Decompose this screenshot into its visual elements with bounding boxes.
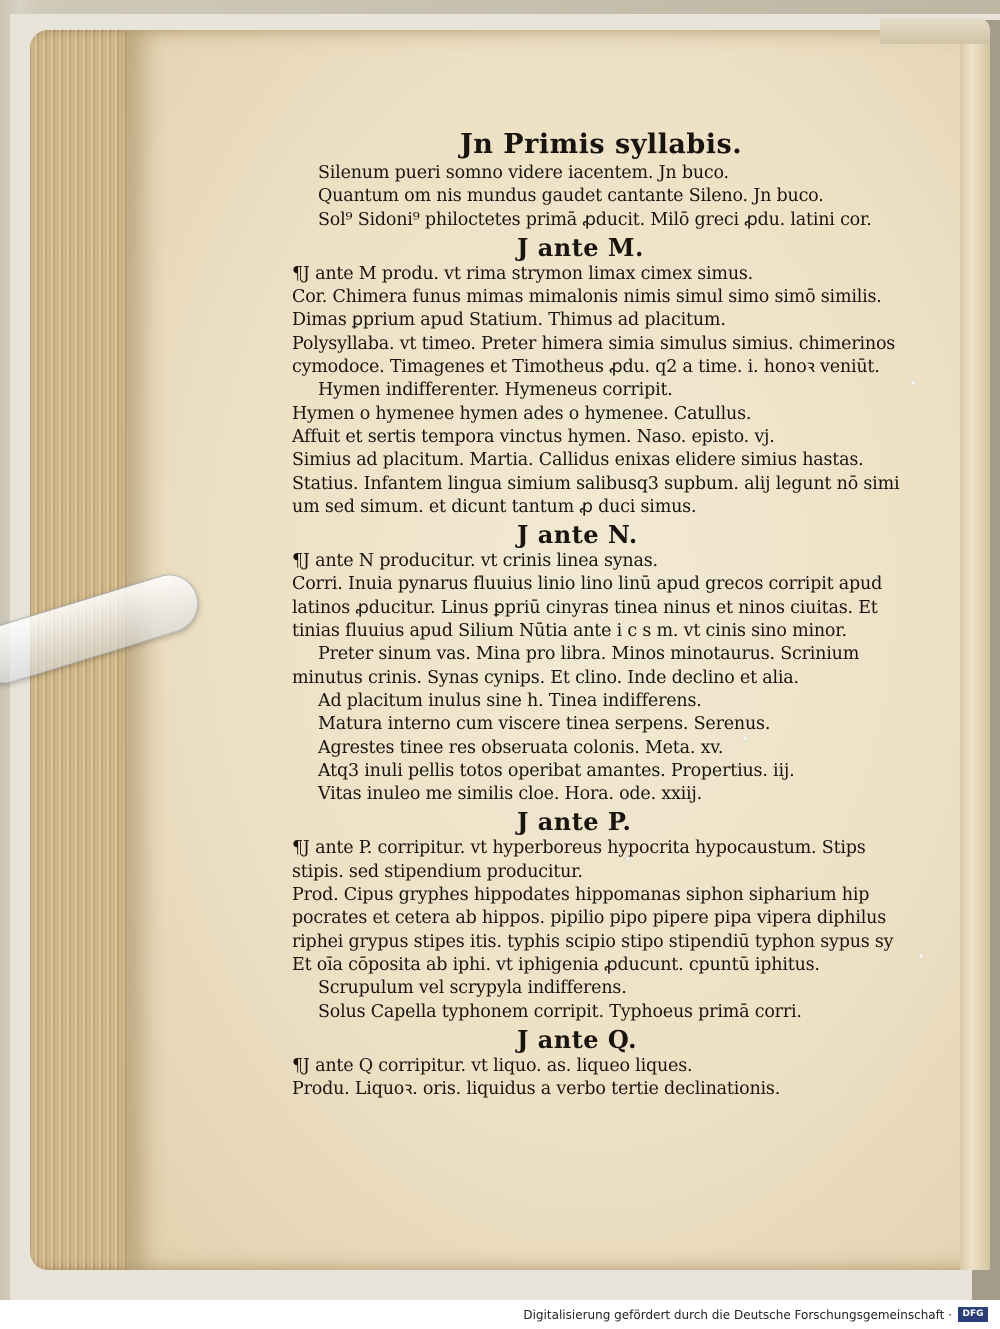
text-line: Affuit et sertis tempora vinctus hymen. Naso. episto. vj.: [292, 426, 775, 447]
text-line: Polysyllaba. vt timeo. Preter himera simia simulus simius. chimerinos: [292, 333, 896, 354]
section-heading: J ante Q.: [517, 1024, 637, 1054]
text-line: Dimas ꝑprium apud Statium. Thimus ad placitum.: [292, 310, 726, 331]
text-line: riphei grypus stipes itis. typhis scipio stipo stipendiū typhon sypus sy: [292, 931, 894, 952]
text-line: Statius. Infantem lingua simium salibusq3 supbum. alij legunt nō simi: [292, 473, 900, 494]
dfg-logo: DFG: [958, 1307, 988, 1322]
text-line: ¶J ante P. corripitur. vt hyperboreus hypocrita hypocaustum. Stips: [292, 838, 866, 859]
text-line: Solus Capella typhonem corripit. Typhoeus primā corri.: [318, 1001, 802, 1022]
printed-text: [292, 128, 932, 1101]
footer-credit: Digitalisierung gefördert durch die Deutsche Forschungsgemeinschaft ·: [523, 1308, 952, 1322]
page-heading: Jn Primis syllabis.: [460, 129, 743, 160]
text-line: Agrestes tinee res obseruata colonis. Meta. xv.: [318, 737, 724, 758]
text-line: latinos ꝓducitur. Linus ꝑpriū cinyras tinea ninus et ninos ciuitas. Et: [292, 597, 878, 618]
text-line: Scrupulum vel scrypyla indifferens.: [318, 978, 627, 999]
text-line: Et oīa cōposita ab iphi. vt iphigenia ꝓducunt. cpuntū iphitus.: [292, 954, 820, 975]
text-line: Hymen o hymenee hymen ades o hymenee. Catullus.: [292, 403, 752, 424]
section-heading: J ante P.: [517, 807, 632, 837]
section-heading: J ante M.: [517, 232, 644, 262]
text-line: Preter sinum vas. Mina pro libra. Minos minotaurus. Scrinium: [318, 644, 860, 665]
page-corner: [880, 18, 990, 44]
text-line: tinias fluuius apud Silium Nūtia ante i c s m. vt cinis sino minor.: [292, 621, 847, 642]
text-line: pocrates et cetera ab hippos. pipilio pipo pipere pipa vipera diphilus: [292, 908, 886, 929]
footer-bar: [0, 1300, 1000, 1329]
text-line: ¶J ante Q corripitur. vt liquo. as. liqueo liques.: [292, 1055, 693, 1076]
text-line: Silenum pueri somno videre iacentem. Jn buco.: [318, 163, 729, 183]
text-line: Atq3 inuli pellis totos operibat amantes. Propertius. iij.: [318, 760, 795, 781]
text-line: Hymen indifferenter. Hymeneus corripit.: [318, 380, 673, 401]
text-line: um sed simum. et dicunt tantum ꝓ duci simus.: [292, 496, 697, 517]
text-line: cymodoce. Timagenes et Timotheus ꝓdu. q2 a time. i. honoꝛ veniūt.: [292, 357, 880, 378]
text-line: stipis. sed stipendium producitur.: [292, 861, 583, 882]
text-line: minutus crinis. Synas cynips. Et clino. Inde declino et alia.: [292, 667, 799, 688]
text-line: ¶J ante N producitur. vt crinis linea synas.: [292, 551, 658, 572]
text-line: Sol⁹ Sidoni⁹ philoctetes primā ꝓducit. Milō greci ꝓdu. latini cor.: [318, 209, 872, 230]
text-line: ¶J ante M produ. vt rima strymon limax cimex simus.: [292, 263, 754, 284]
text-line: Matura interno cum viscere tinea serpens. Serenus.: [318, 714, 771, 735]
text-line: Ad placitum inulus sine h. Tinea indifferens.: [318, 690, 702, 711]
text-line: Cor. Chimera funus mimas mimalonis nimis simul simo simō similis.: [292, 287, 882, 308]
text-body: [292, 162, 932, 1101]
text-line: Produ. Liquoꝛ. oris. liquidus a verbo tertie declinationis.: [292, 1079, 781, 1100]
text-line: Vitas inuleo me similis cloe. Hora. ode. xxiij.: [318, 784, 703, 805]
section-heading: J ante N.: [517, 520, 638, 550]
page-gutter-edge: [960, 30, 990, 1270]
text-line: Corri. Inuia pynarus fluuius linio lino linū apud grecos corripit apud: [292, 574, 883, 595]
text-line: Quantum om nis mundus gaudet cantante Sileno. Jn buco.: [318, 186, 824, 207]
text-line: Prod. Cipus gryphes hippodates hippomanas siphon sipharium hip: [292, 885, 870, 906]
text-line: Simius ad placitum. Martia. Callidus enixas elidere simius hastas.: [292, 450, 864, 471]
